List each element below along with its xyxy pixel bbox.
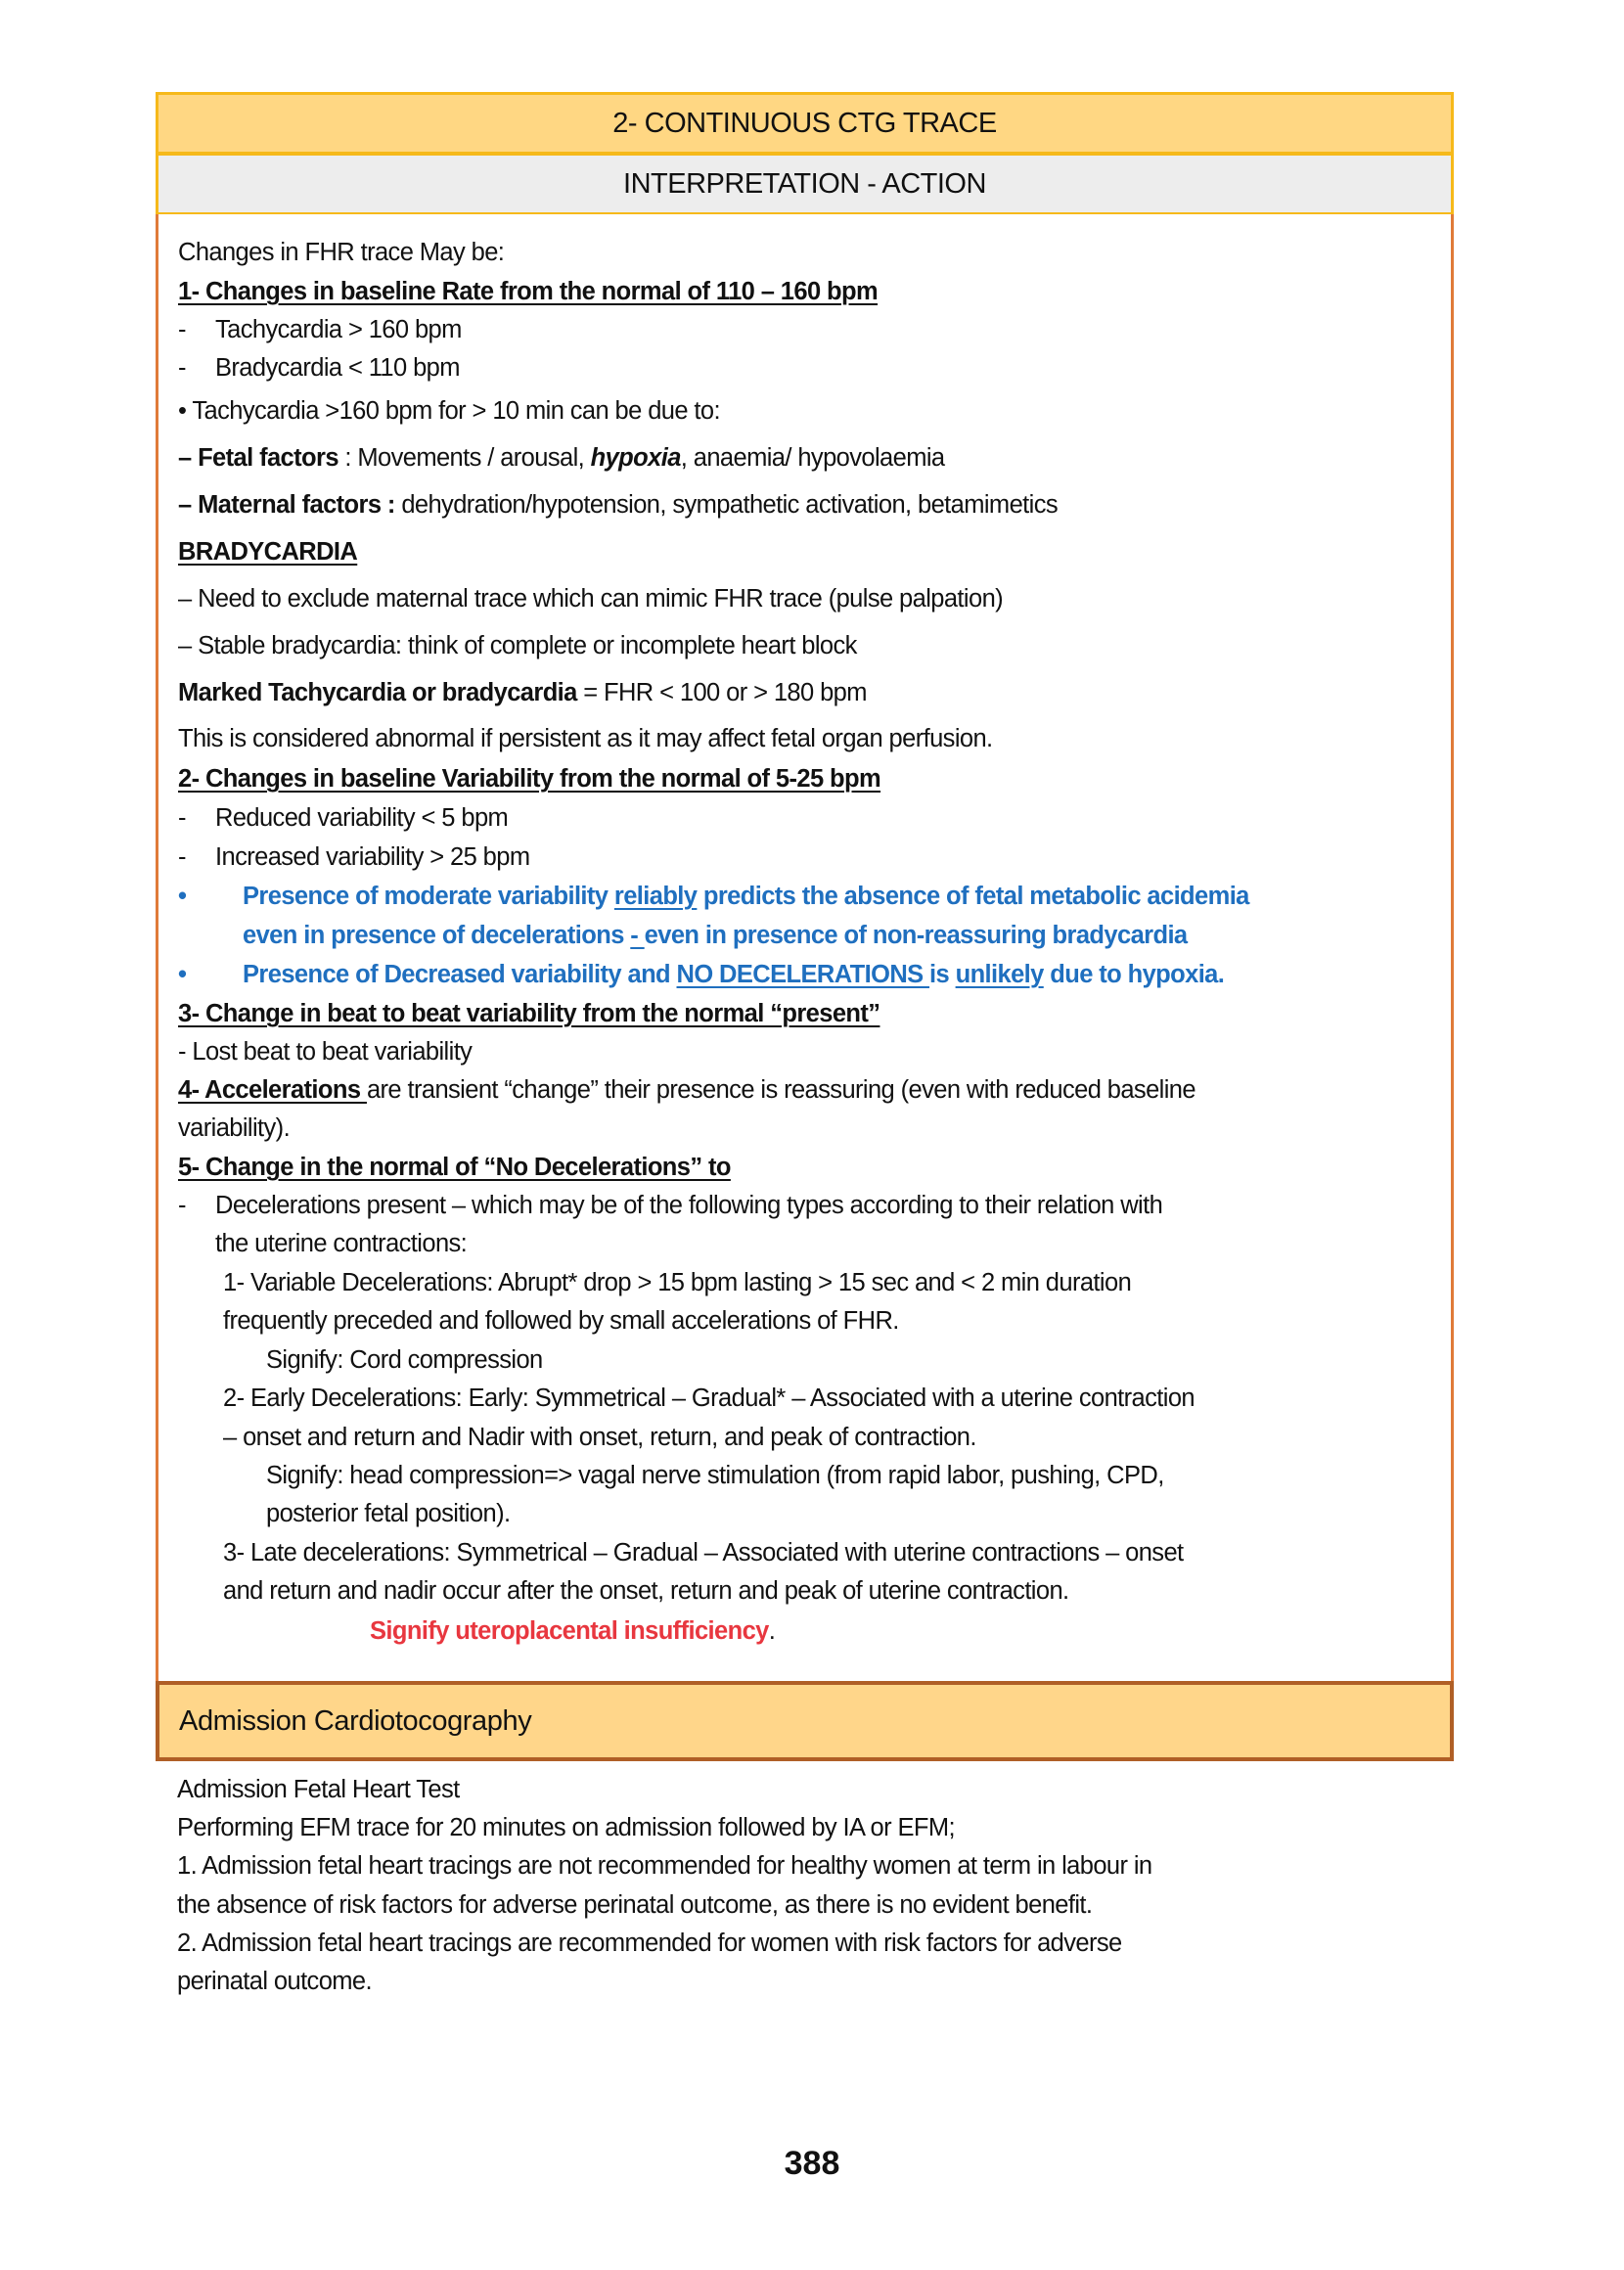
decelerations-present-cont: the uterine contractions: [215,1230,468,1257]
dash-bullet: - [178,354,187,382]
early-signify-cont: posterior fetal position). [266,1500,511,1527]
admission-heading-text: Admission Cardiotocography [179,1704,532,1737]
section-subtitle-text: INTERPRETATION - ACTION [623,167,986,200]
admission-line: perinatal outcome. [177,1968,372,1995]
text-span: even in presence of non-reassuring bradycardia [644,922,1188,949]
admission-line: the absence of risk factors for adverse perinatal outcome, as there is no evident benefit. [177,1891,1093,1919]
admission-heading [156,1681,1454,1761]
late-decelerations: 3- Late decelerations: Symmetrical – Gradual – Associated with uterine contractions – onset [223,1539,1184,1566]
fetal-factors-text-end: , anaemia/ hypovolaemia [680,444,945,472]
list-item: - Lost beat to beat variability [178,1038,473,1066]
fetal-factors [178,441,945,475]
unlikely-emphasis: unlikely [955,961,1044,988]
page-number: 388 [784,2145,840,2182]
heading-variability: 2- Changes in baseline Variability from the normal of 5-25 bpm [178,765,881,793]
dash-bullet: - [178,316,187,343]
heading-beat-to-beat: 3- Change in beat to beat variability from the normal “present” [178,1000,880,1027]
heading-decelerations: 5- Change in the normal of “No Decelerations” to [178,1154,731,1181]
late-decelerations-cont: and return and nadir occur after the onset, return and peak of uterine contraction. [223,1577,1069,1605]
list-item: Bradycardia < 110 bpm [215,354,460,382]
admission-line: Admission Fetal Heart Test [177,1776,460,1803]
dash-bullet: - [178,843,187,871]
heading-baseline-rate: 1- Changes in baseline Rate from the normal of 110 – 160 bpm [178,278,879,305]
late-signify-text: Signify uteroplacental insufficiency [370,1617,769,1645]
fetal-factors-text: : Movements / arousal, [338,444,591,472]
early-signify: Signify: head compression=> vagal nerve stimulation (from rapid labor, pushing, CPD, [266,1462,1164,1489]
section-title-text: 2- CONTINUOUS CTG TRACE [612,107,997,139]
decreased-variability-note [243,958,1224,991]
list-item: – Stable bradycardia: think of complete or incomplete heart block [178,632,857,659]
decelerations-present: Decelerations present – which may be of the following types according to their relation with [215,1192,1163,1219]
text-span: even in presence of decelerations [243,922,631,949]
list-item: Reduced variability < 5 bpm [215,804,509,832]
text-span: predicts the absence of fetal metabolic acidemia [697,883,1249,910]
accelerations-text [178,1073,1195,1107]
text-span: Presence of moderate variability [243,883,614,910]
text-span: due to hypoxia. [1043,961,1225,988]
bullet-icon: • [178,961,187,988]
moderate-variability-note-cont [243,919,1188,952]
bullet-icon: • [178,883,187,910]
list-item: Tachycardia > 160 bpm [215,316,462,343]
reliably-emphasis: reliably [613,883,698,910]
admission-line: 1. Admission fetal heart tracings are not recommended for healthy women at term in labour in [177,1852,1152,1880]
text-span: Presence of Decreased variability and [243,961,677,988]
admission-line: 2. Admission fetal heart tracings are recommended for women with risk factors for adverse [177,1930,1122,1957]
text-span: . [768,1617,776,1645]
marked-definition [178,676,867,709]
text-span: are transient “change” their presence is reassuring (even with reduced baseline [366,1076,1195,1104]
early-decelerations-cont: – onset and return and Nadir with onset, return, and peak of contraction. [223,1424,976,1451]
moderate-variability-note [243,880,1249,913]
maternal-factors-text: dehydration/hypotension, sympathetic activation, betamimetics [394,491,1059,519]
list-item: – Need to exclude maternal trace which can mimic FHR trace (pulse palpation) [178,585,1004,613]
admission-line: Performing EFM trace for 20 minutes on admission followed by IA or EFM; [177,1814,955,1841]
marked-text: = FHR < 100 or > 180 bpm [576,679,867,706]
tachycardia-causes: • Tachycardia >160 bpm for > 10 min can be due to: [178,397,720,425]
variable-decelerations-cont: frequently preceded and followed by small accelerations of FHR. [223,1307,899,1335]
hypoxia-emphasis: hypoxia [590,444,681,472]
section-subtitle [156,154,1454,215]
dash-emphasis: - [630,922,645,949]
list-item: Increased variability > 25 bpm [215,843,530,871]
section-title [156,92,1454,155]
text-span: is [929,961,956,988]
maternal-factors-label: – Maternal factors : [178,491,395,519]
dash-bullet: - [178,804,187,832]
variable-signify: Signify: Cord compression [266,1346,543,1374]
heading-accelerations: 4- Accelerations [178,1076,367,1104]
heading-bradycardia: BRADYCARDIA [178,538,358,566]
maternal-factors [178,488,1058,522]
marked-label: Marked Tachycardia or bradycardia [178,679,577,706]
dash-bullet: - [178,1192,187,1219]
intro-text: Changes in FHR trace May be: [178,239,505,266]
abnormal-note: This is considered abnormal if persistent as it may affect fetal organ perfusion. [178,725,993,752]
variable-decelerations: 1- Variable Decelerations: Abrupt* drop > 15 bpm lasting > 15 sec and < 2 min duration [223,1269,1132,1296]
fetal-factors-label: – Fetal factors [178,444,338,472]
no-decelerations-emphasis: NO DECELERATIONS [676,961,930,988]
late-signify [370,1614,775,1648]
early-decelerations: 2- Early Decelerations: Early: Symmetrical – Gradual* – Associated with a uterine contraction [223,1385,1195,1412]
content-box [156,214,1454,1685]
accelerations-text-cont: variability). [178,1114,291,1142]
